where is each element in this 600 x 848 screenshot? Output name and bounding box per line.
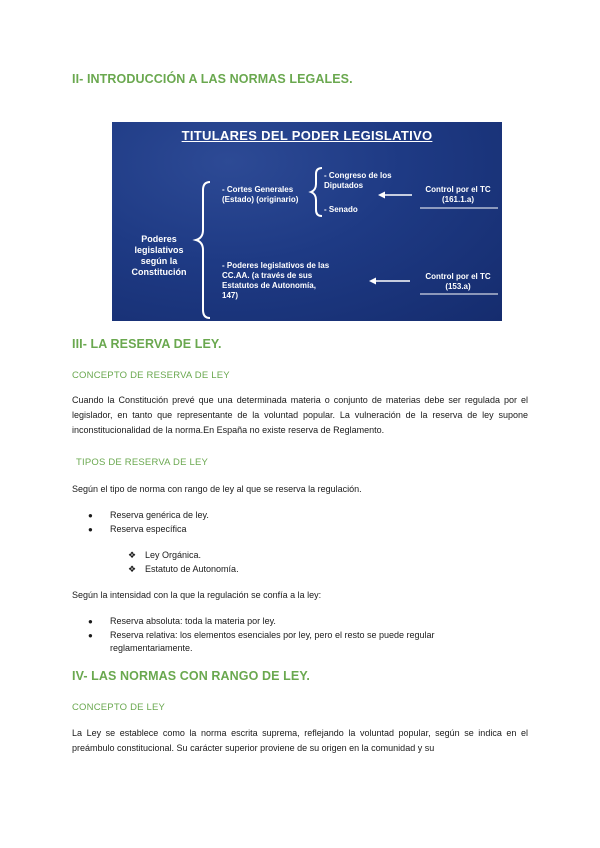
heading-concepto-ley: CONCEPTO DE LEY bbox=[72, 702, 166, 713]
section-title-reserva: III- LA RESERVA DE LEY. bbox=[72, 337, 222, 351]
slide-autonomicos: - Poderes legislativos de las CC.AA. (a través de sus Estatutos de Autonomía, 147) bbox=[222, 261, 330, 300]
list-item: ● Reserva específica bbox=[88, 523, 510, 537]
bullet-icon: ● bbox=[88, 617, 93, 626]
list-tipos bbox=[88, 509, 510, 536]
diamond-bullet-icon: ❖ bbox=[128, 563, 137, 574]
paragraph-concepto-ley: La Ley se establece como la norma escrita suprema, reflejando la voluntad popular, según se indica en el preámbulo constitucional. Su carácter superior proviene de su origen en la comunidad y su bbox=[72, 728, 528, 753]
section-title-normas: IV- LAS NORMAS CON RANGO DE LEY. bbox=[72, 669, 310, 683]
paragraph-tipos-intro: Según el tipo de norma con rango de ley al que se reserva la regulación. bbox=[72, 484, 362, 494]
list-intensidad bbox=[88, 615, 510, 656]
slide-senado: - Senado bbox=[324, 205, 358, 214]
heading-tipos-reserva: TIPOS DE RESERVA DE LEY bbox=[76, 457, 209, 468]
list-item: ❖ Estatuto de Autonomía. bbox=[128, 563, 239, 577]
list-item: ● Reserva genérica de ley. bbox=[88, 509, 510, 523]
list-item: ❖ Ley Orgánica. bbox=[128, 549, 239, 563]
bullet-icon: ● bbox=[88, 630, 93, 640]
section-title-introduccion: II- INTRODUCCIÓN A LAS NORMAS LEGALES. bbox=[72, 72, 353, 86]
slide-title: TITULARES DEL PODER LEGISLATIVO bbox=[181, 128, 433, 143]
slide-left-label: Poderes legislativos según la Constitución bbox=[131, 234, 187, 277]
diamond-bullet-icon: ❖ bbox=[128, 550, 137, 560]
arrow-left-icon bbox=[378, 192, 385, 199]
arrow-left-icon bbox=[369, 278, 376, 285]
list-especifica bbox=[128, 549, 239, 576]
slide-image-titulares bbox=[112, 122, 502, 321]
heading-concepto-reserva: CONCEPTO DE RESERVA DE LEY bbox=[72, 370, 230, 381]
list-item: ● Reserva relativa: los elementos esenciales por ley, pero el resto se puede regular reglamentariamente. bbox=[88, 629, 435, 653]
bullet-icon: ● bbox=[88, 511, 93, 520]
slide-congreso: - Congreso de los Diputados bbox=[324, 171, 392, 190]
bullet-icon: ● bbox=[88, 524, 93, 534]
paragraph-concepto-reserva: Cuando la Constitución prevé que una determinada materia o conjunto de materias debe ser regulada por el legislador, en tanto que representante de la voluntad popular. La vulneración de la reserva de ley supone inconstitucionalidad de la norma.En España no existe reserva de Reglamento. bbox=[72, 395, 528, 435]
paragraph-intensidad-intro: Según la intensidad con la que la regulación se confía a la ley: bbox=[72, 590, 322, 600]
big-brace-icon bbox=[196, 182, 210, 318]
slide-cortes: - Cortes Generales (Estado) (originario) bbox=[222, 185, 299, 204]
slide-control-2: Control por el TC (153.a) bbox=[425, 272, 491, 291]
small-brace-icon bbox=[311, 168, 322, 216]
list-item: ● Reserva absoluta: toda la materia por ley. bbox=[88, 615, 510, 629]
slide-control-1: Control por el TC (161.1.a) bbox=[425, 185, 491, 204]
